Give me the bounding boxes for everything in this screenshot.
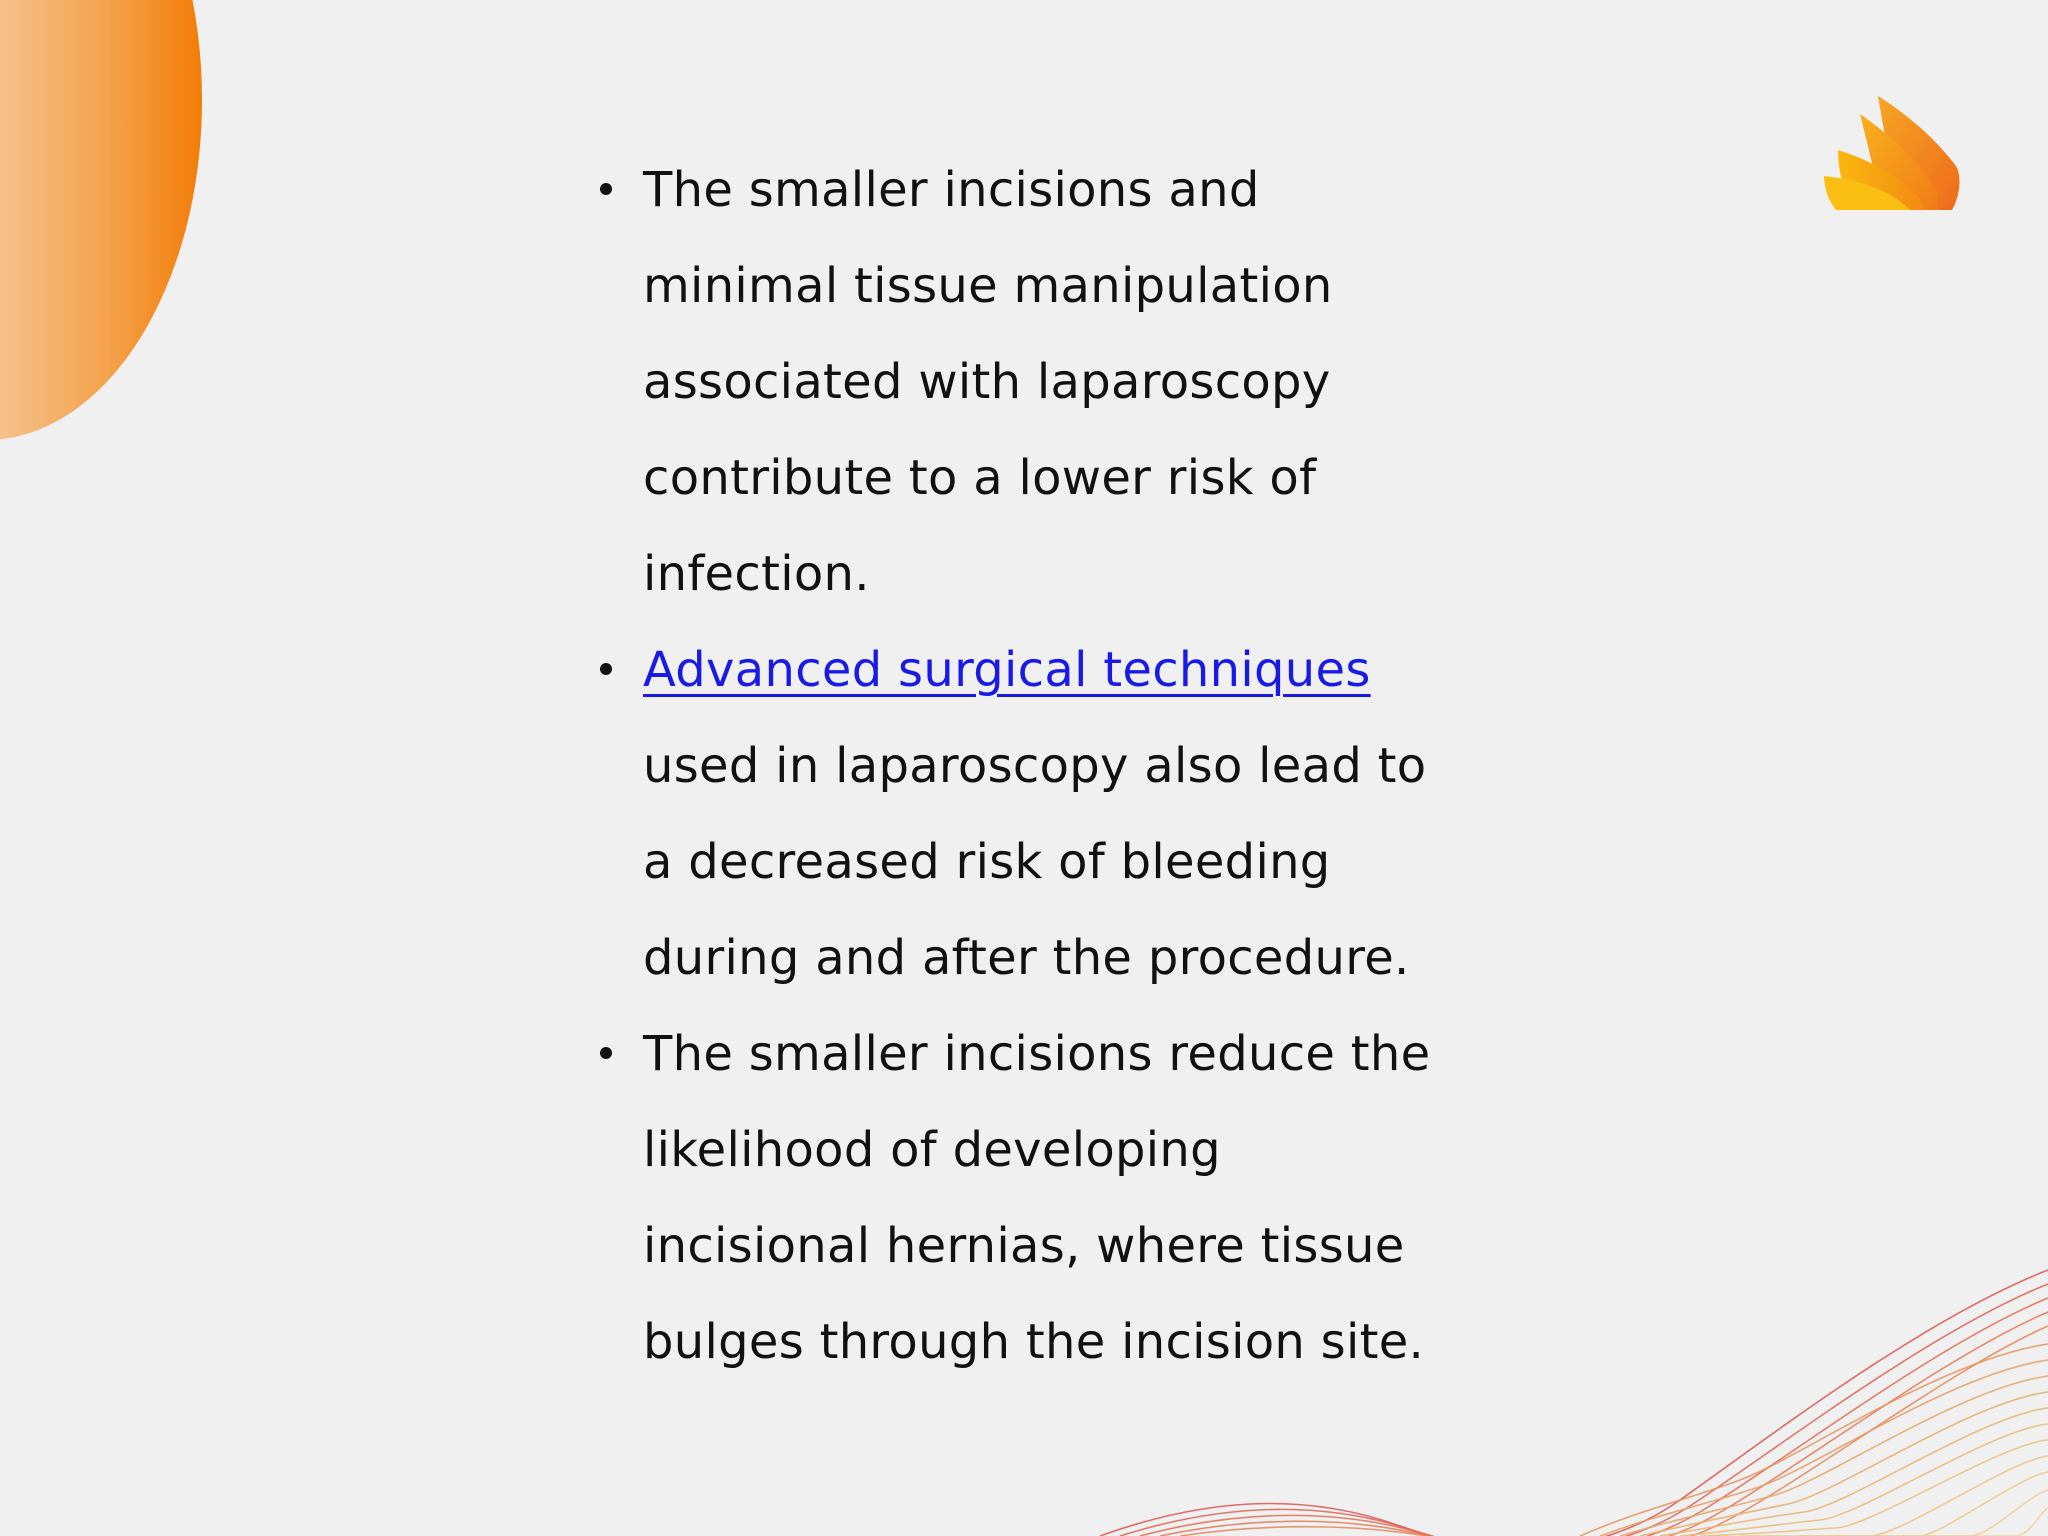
bullet-line: The smaller incisions reduce the xyxy=(643,1026,1431,1082)
bullet-line: The smaller incisions and xyxy=(643,162,1260,218)
bullet-dot-icon xyxy=(600,183,612,195)
bullet-line: incisional hernias, where tissue xyxy=(643,1218,1405,1274)
bullet-line: bulges through the incision site. xyxy=(643,1314,1425,1370)
advanced-surgical-techniques-link[interactable]: Advanced surgical techniques xyxy=(643,642,1371,698)
bullet-list-container xyxy=(592,142,1532,1390)
bullet-line: associated with laparoscopy xyxy=(643,354,1331,410)
bullet-line: a decreased risk of bleeding xyxy=(643,834,1331,890)
bullet-line: infection. xyxy=(643,546,870,602)
bullet-line: used in laparoscopy also lead to xyxy=(643,738,1427,794)
bullet-line: contribute to a lower risk of xyxy=(643,450,1317,506)
bullet-line: during and after the procedure. xyxy=(643,930,1410,986)
orange-fan-logo-icon xyxy=(1820,92,1962,216)
bullet-dot-icon xyxy=(600,1047,612,1059)
bullet-line xyxy=(643,622,1532,718)
bullet-list xyxy=(592,142,1532,1390)
bullet-dot-icon xyxy=(600,663,612,675)
bullet-item xyxy=(592,622,1532,1006)
bullet-item xyxy=(592,1006,1532,1390)
orange-half-circle-decoration xyxy=(0,0,202,440)
bullet-item xyxy=(592,142,1532,622)
bullet-line: minimal tissue manipulation xyxy=(643,258,1333,314)
bullet-line: likelihood of developing xyxy=(643,1122,1221,1178)
